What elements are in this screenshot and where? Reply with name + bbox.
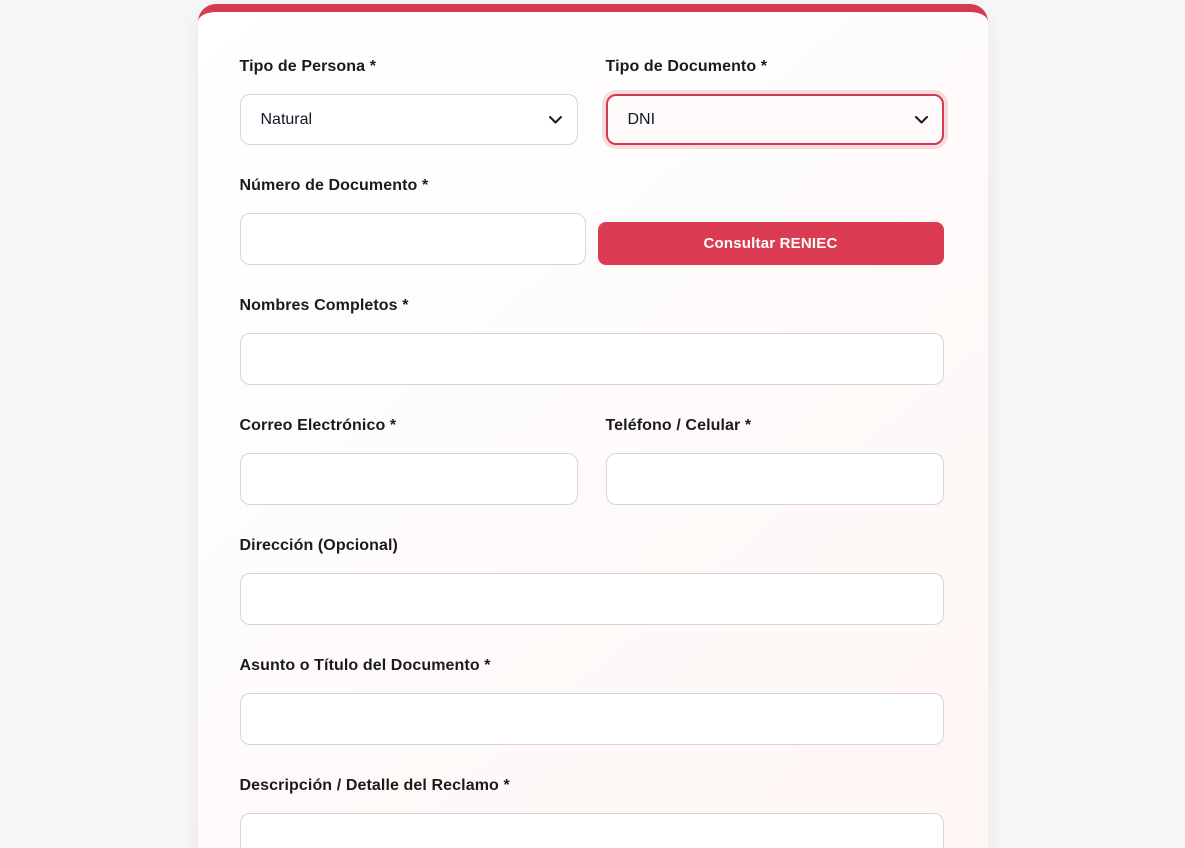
nombres-completos-input[interactable] xyxy=(240,333,944,385)
consultar-reniec-button[interactable]: Consultar RENIEC xyxy=(598,222,944,265)
descripcion-label: Descripción / Detalle del Reclamo * xyxy=(239,777,510,794)
descripcion-textarea[interactable] xyxy=(240,813,944,848)
correo-electronico-input[interactable] xyxy=(240,453,578,505)
telefono-celular-input[interactable] xyxy=(606,453,944,505)
asunto-label: Asunto o Título del Documento * xyxy=(239,657,491,674)
nombres-completos-label: Nombres Completos * xyxy=(239,297,409,314)
correo-electronico-label: Correo Electrónico * xyxy=(239,417,397,434)
tipo-documento-select[interactable] xyxy=(606,94,944,145)
field-asunto xyxy=(240,657,944,745)
field-nombres-completos xyxy=(240,297,944,385)
field-correo-electronico xyxy=(240,417,578,505)
field-tipo-persona xyxy=(240,58,578,145)
tipo-documento-label: Tipo de Documento * xyxy=(605,58,768,75)
field-descripcion xyxy=(240,777,944,848)
complaint-form-card xyxy=(198,4,988,848)
field-direccion xyxy=(240,537,944,625)
tipo-persona-select[interactable] xyxy=(240,94,578,145)
numero-documento-input[interactable] xyxy=(240,213,586,265)
numero-documento-label: Número de Documento * xyxy=(239,177,429,194)
direccion-label: Dirección (Opcional) xyxy=(239,537,398,554)
row-numero-documento xyxy=(240,177,944,265)
direccion-input[interactable] xyxy=(240,573,944,625)
tipo-persona-label: Tipo de Persona * xyxy=(239,58,377,75)
field-tipo-documento xyxy=(606,58,944,145)
row-tipo-persona-documento xyxy=(240,58,944,145)
telefono-celular-label: Teléfono / Celular * xyxy=(605,417,752,434)
field-telefono-celular xyxy=(606,417,944,505)
asunto-input[interactable] xyxy=(240,693,944,745)
row-correo-telefono xyxy=(240,417,944,505)
